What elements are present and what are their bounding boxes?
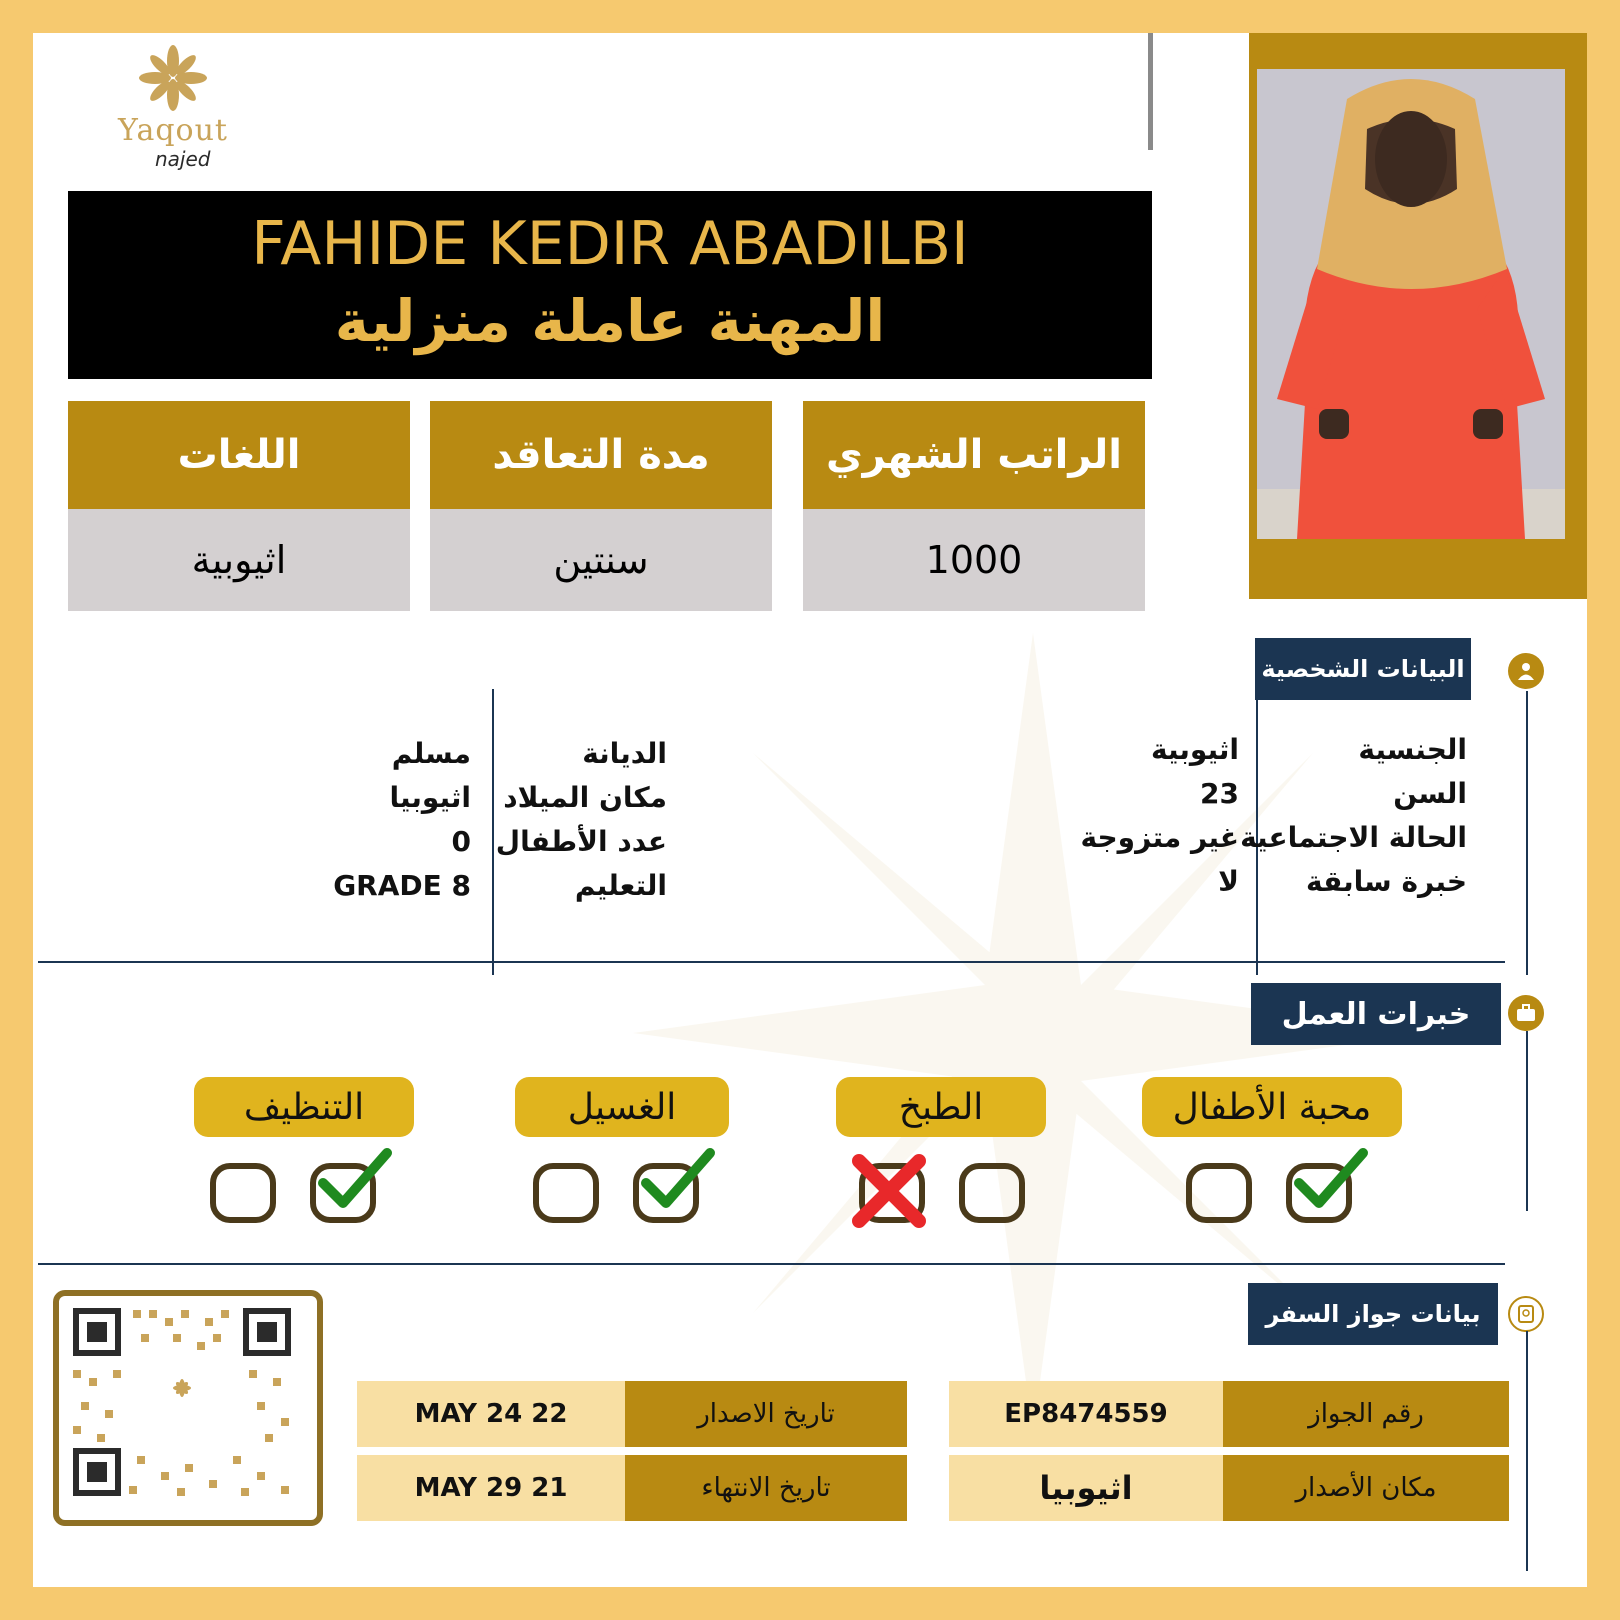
qr-code[interactable] xyxy=(53,1290,323,1526)
summary-label: اللغات xyxy=(68,401,410,509)
name-banner xyxy=(68,191,1152,379)
skill-cleaning: التنظيف xyxy=(194,1077,414,1137)
personal-label: الجنسية xyxy=(1358,733,1467,766)
personal-divider-left xyxy=(492,689,494,975)
summary-contract xyxy=(430,401,772,611)
checkbox-no xyxy=(210,1163,276,1223)
skill-childcare: محبة الأطفال xyxy=(1142,1077,1402,1137)
summary-value: 1000 xyxy=(803,509,1145,611)
personal-value: اثيوبيا xyxy=(389,781,471,814)
passport-label: تاريخ الانتهاء xyxy=(625,1455,907,1521)
personal-label: خبرة سابقة xyxy=(1306,865,1467,898)
skill-cooking: الطبخ xyxy=(836,1077,1046,1137)
passport-value: 22 MAY 24 xyxy=(357,1381,625,1447)
checkbox-no xyxy=(1186,1163,1252,1223)
passport-label: رقم الجواز xyxy=(1223,1381,1509,1447)
personal-value: GRADE 8 xyxy=(333,869,471,902)
personal-value: لا xyxy=(1218,865,1239,898)
summary-label: الراتب الشهري xyxy=(803,401,1145,509)
passport-value: اثيوبيا xyxy=(949,1455,1223,1521)
passport-section-title: بيانات جواز السفر xyxy=(1248,1283,1498,1345)
summary-languages xyxy=(68,401,410,611)
personal-label: السن xyxy=(1393,777,1467,810)
top-divider xyxy=(1148,33,1153,150)
experience-section-title: خبرات العمل xyxy=(1251,983,1501,1045)
worker-name: FAHIDE KEDIR ABADILBI xyxy=(251,209,969,279)
personal-value: غير متزوجة xyxy=(1080,821,1239,854)
passport-value: 21 MAY 29 xyxy=(357,1455,625,1521)
briefcase-icon xyxy=(1508,995,1544,1031)
personal-value: مسلم xyxy=(391,737,471,770)
personal-label: الديانة xyxy=(582,737,667,770)
cross-icon xyxy=(849,1153,929,1229)
summary-label: مدة التعاقد xyxy=(430,401,772,509)
personal-label: مكان الميلاد xyxy=(503,781,667,814)
checkbox-no xyxy=(533,1163,599,1223)
personal-label: الحالة الاجتماعية xyxy=(1240,821,1467,854)
checkmark-icon xyxy=(638,1145,718,1215)
passport-label: مكان الأصدار xyxy=(1223,1455,1509,1521)
skill-washing: الغسيل xyxy=(515,1077,729,1137)
passport-value: EP8474559 xyxy=(949,1381,1223,1447)
timeline-line xyxy=(1526,1331,1528,1571)
photo-frame xyxy=(1249,33,1587,599)
worker-profession: المهنة عاملة منزلية xyxy=(334,287,886,355)
worker-photo-illustration xyxy=(1257,69,1565,539)
summary-salary xyxy=(803,401,1145,611)
worker-photo xyxy=(1257,69,1565,539)
personal-label: عدد الأطفال xyxy=(495,825,667,858)
personal-value: 0 xyxy=(451,825,471,858)
personal-label: التعليم xyxy=(574,869,667,902)
personal-value: اثيوبية xyxy=(1150,733,1239,766)
summary-value: اثيوبية xyxy=(68,509,410,611)
summary-value: سنتين xyxy=(430,509,772,611)
brand-logo xyxy=(93,43,253,193)
logo-subtext: najed xyxy=(155,147,211,171)
checkmark-icon xyxy=(315,1145,395,1215)
checkmark-icon xyxy=(1291,1145,1371,1215)
logo-flower-icon xyxy=(133,43,213,113)
timeline-line xyxy=(1526,691,1528,975)
personal-section-title: البيانات الشخصية xyxy=(1255,638,1471,700)
section-divider xyxy=(38,1263,1505,1265)
section-divider xyxy=(38,961,1505,963)
timeline-line xyxy=(1526,1031,1528,1211)
personal-value: 23 xyxy=(1200,777,1239,810)
cv-card xyxy=(33,33,1587,1587)
passport-icon xyxy=(1508,1296,1544,1332)
passport-label: تاريخ الاصدار xyxy=(625,1381,907,1447)
logo-text: Yaqout xyxy=(117,113,228,148)
person-icon xyxy=(1508,653,1544,689)
checkbox-yes xyxy=(959,1163,1025,1223)
qr-code-graphic xyxy=(59,1296,305,1508)
